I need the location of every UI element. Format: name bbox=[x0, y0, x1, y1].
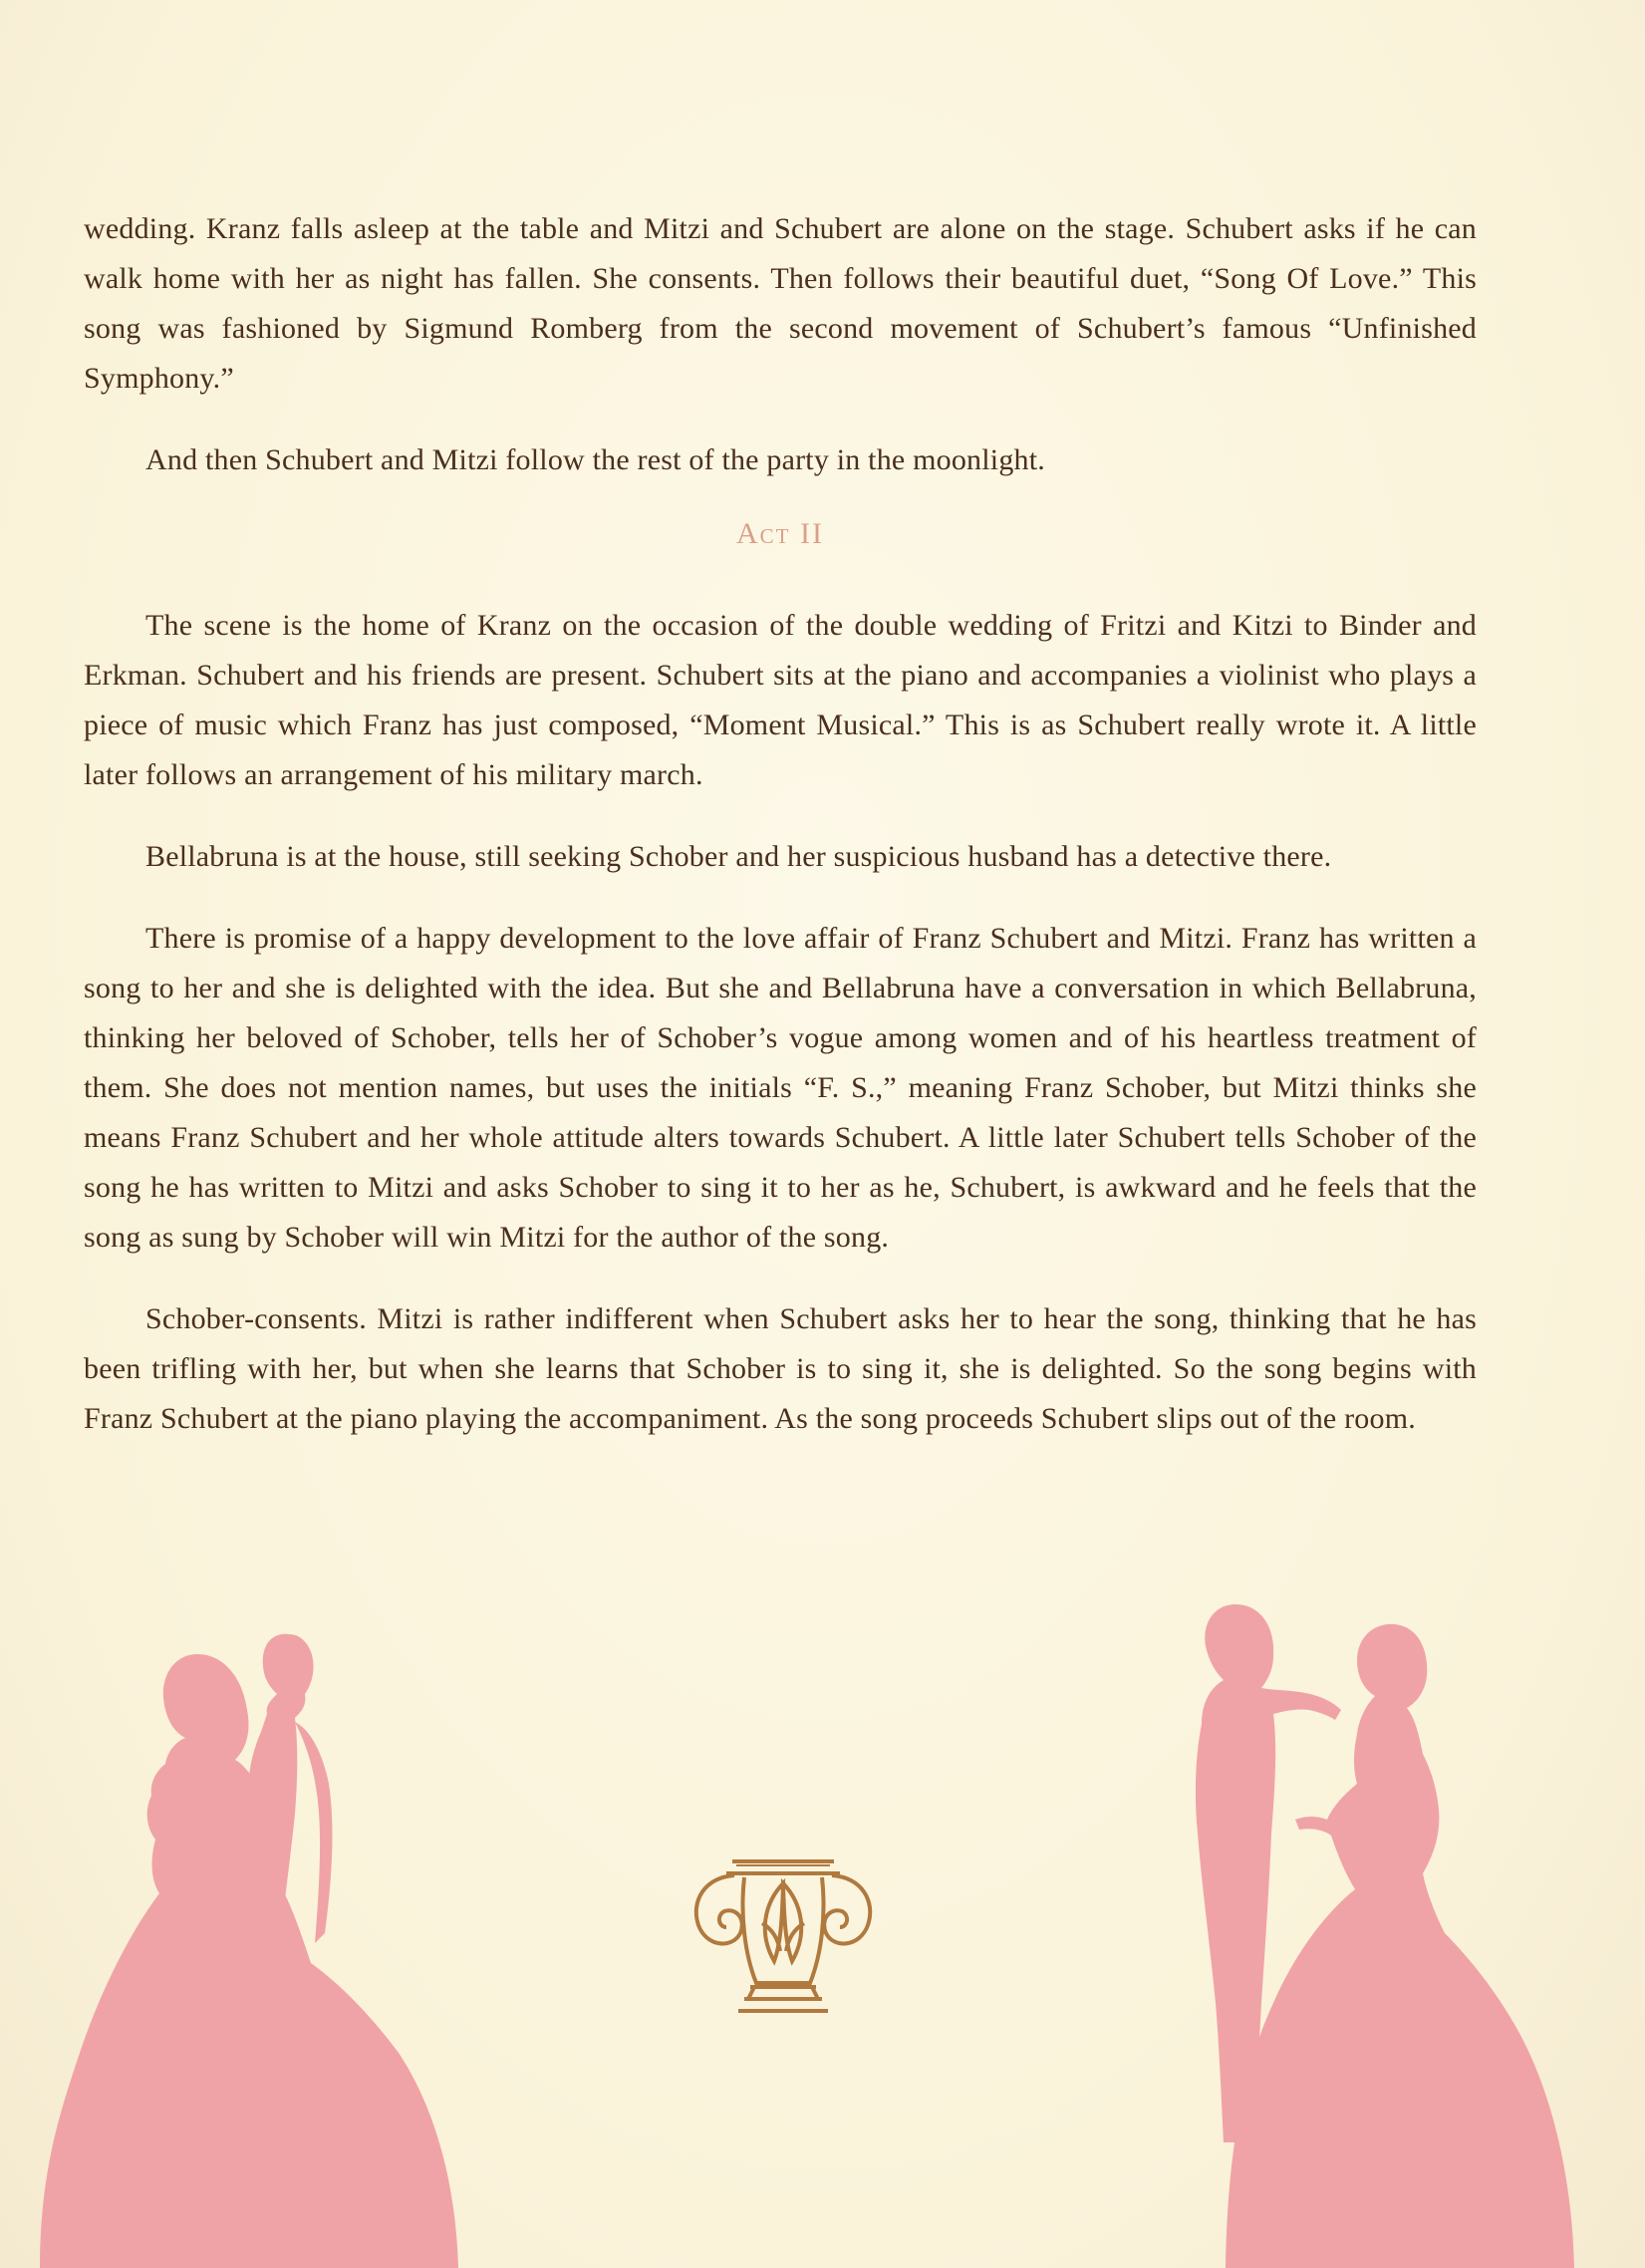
paragraph-bellabruna: Bellabruna is at the house, still seeking Schober and her suspicious husband has a detective there. bbox=[145, 840, 1332, 873]
paragraph-continued: wedding. Kranz falls asleep at the table and Mitzi and Schubert are alone on the stage. Schubert asks if he can walk home with her as night has fallen. She consents. Then follows their beautiful duet, “Song Of Love.” This song was fashioned by Sigmund Romberg from the second movement of Schubert’s famous “Unfinished Symphony.” bbox=[84, 212, 1477, 395]
paragraph-schober-consents: Schober-consents. Mitzi is rather indifferent when Schubert asks her to hear the song, thinking that he has been trifling with her, but when she learns that Schober is to sing it, she is delighted. So the song begins with Franz Schubert at the piano playing the accompaniment. As the song proceeds Schubert slips out of the room. bbox=[84, 1302, 1477, 1435]
urn-ornament-icon bbox=[685, 1853, 882, 2017]
dancing-couple-silhouette-right bbox=[1106, 1584, 1574, 2268]
dancing-couple-silhouette-left bbox=[40, 1614, 468, 2268]
body-text bbox=[84, 204, 1477, 1476]
act-heading: Act II bbox=[736, 517, 824, 550]
paragraph-moonlight: And then Schubert and Mitzi follow the rest of the party in the moonlight. bbox=[145, 443, 1045, 476]
paragraph-promise: There is promise of a happy development to the love affair of Franz Schubert and Mitzi. Franz has written a song to her and she is delighted with the idea. But she and Bellabruna have a conversation in which Bellabruna, thinking her beloved of Schober, tells her of Schober’s vogue among women and of his heartless treatment of them. She does not mention names, but uses the initials “F. S.,” meaning Franz Schober, but Mitzi thinks she means Franz Schubert and her whole attitude alters towards Schubert. A little later Schubert tells Schober of the song he has written to Mitzi and asks Schober to sing it to her as he, Schubert, is awkward and he feels that the song as sung by Schober will win Mitzi for the author of the song. bbox=[84, 922, 1477, 1254]
paragraph-scene: The scene is the home of Kranz on the occasion of the double wedding of Fritzi and Kitzi to Binder and Erkman. Schubert and his friends are present. Schubert sits at the piano and accompanies a violinist who plays a piece of music which Franz has just composed, “Moment Musical.” This is as Schubert really wrote it. A little later follows an arrangement of his military march. bbox=[84, 609, 1477, 791]
